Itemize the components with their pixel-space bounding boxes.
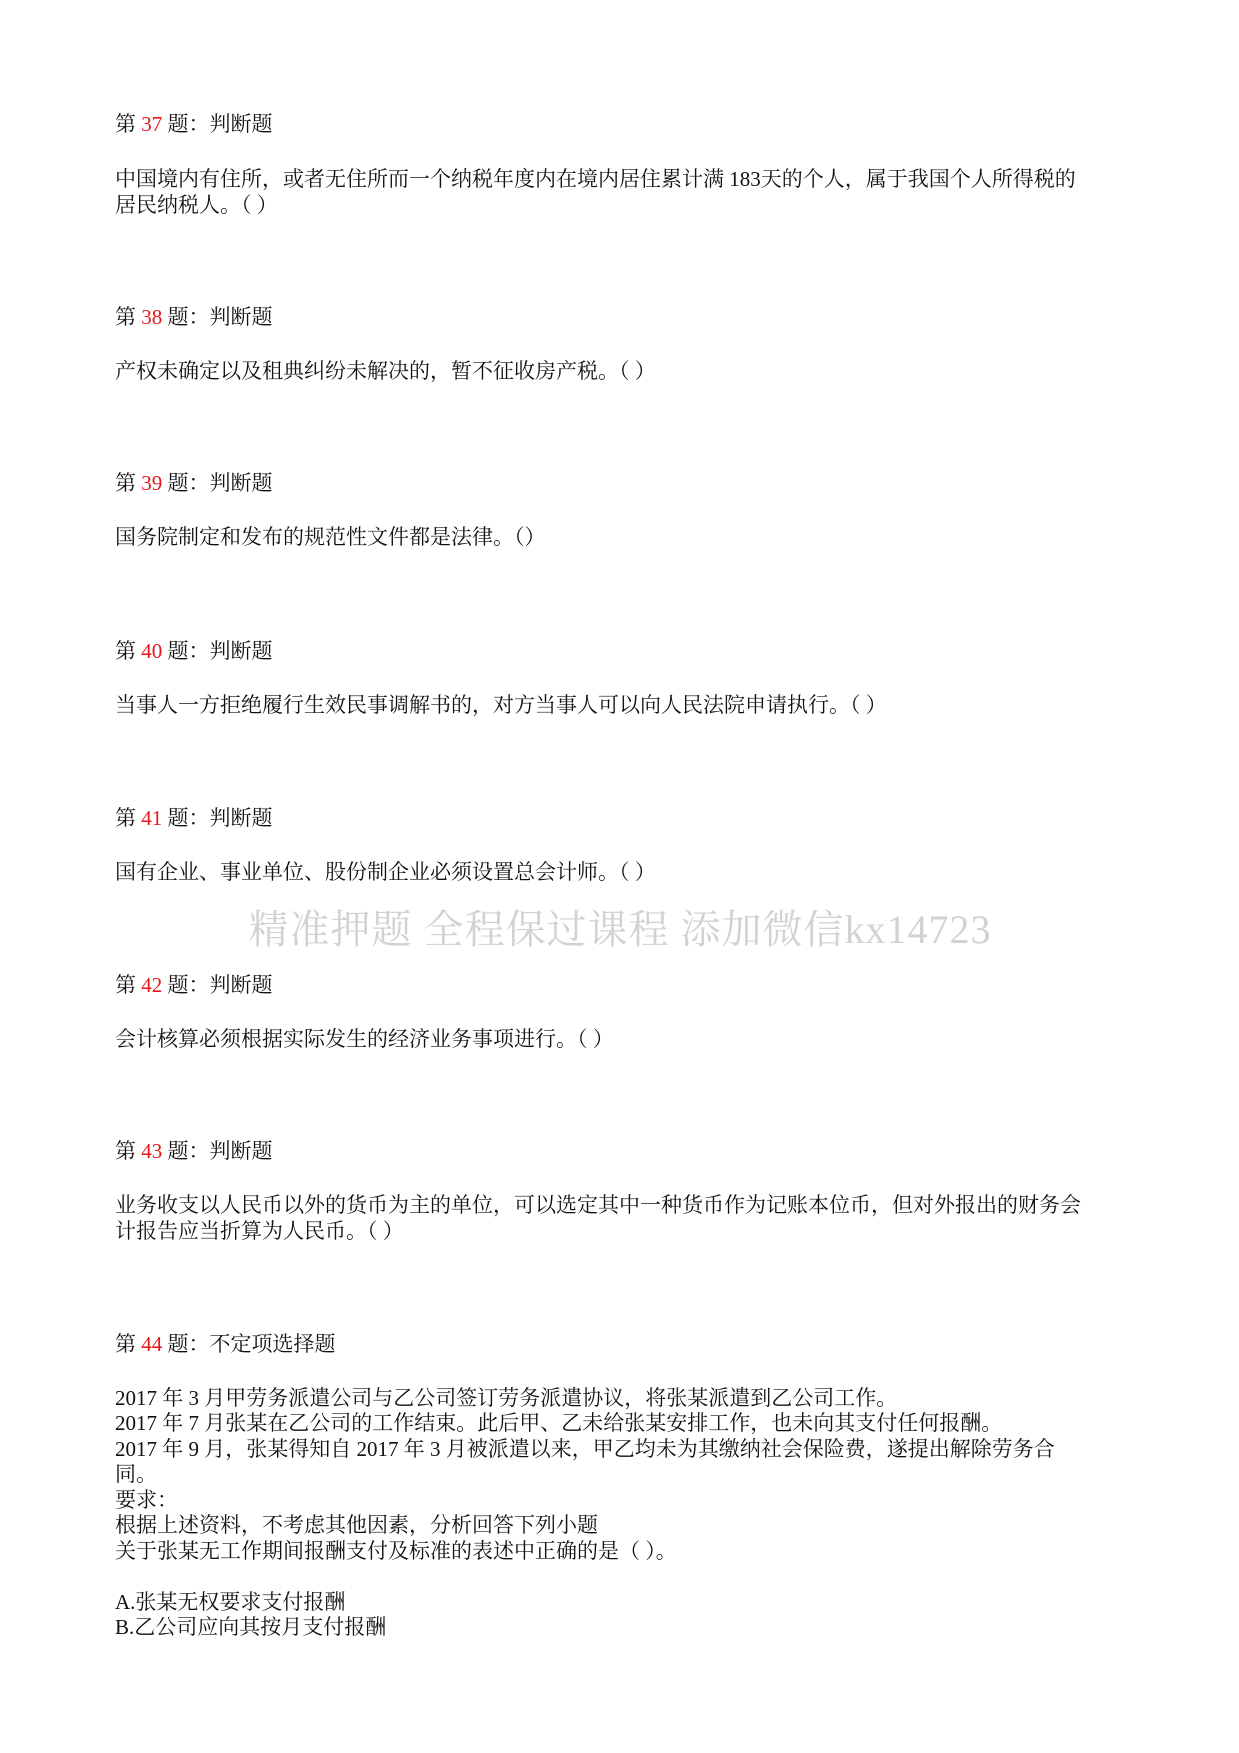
question-text-line: 产权未确定以及租典纠纷未解决的，暂不征收房产税。（ ） <box>115 358 656 383</box>
question-body <box>115 860 656 886</box>
question-text-line: 关于张某无工作期间报酬支付及标准的表述中正确的是（ ）。 <box>115 1538 677 1563</box>
question-text-line: 业务收支以人民币以外的货币为主的单位，可以选定其中一种货币作为记账本位币，但对外报出的财务会 <box>115 1193 1081 1218</box>
question-prefix: 第 <box>115 1331 142 1356</box>
question-type: 判断题 <box>209 972 273 997</box>
question-number: 38 <box>141 304 163 329</box>
question-header <box>115 305 273 331</box>
question-suffix: 题： <box>162 112 210 137</box>
question-prefix: 第 <box>115 304 142 329</box>
question-body <box>115 693 887 719</box>
question-suffix: 题： <box>162 1139 210 1164</box>
answer-option[interactable]: A.张某无权要求支付报酬 <box>115 1589 346 1614</box>
question-header <box>115 1332 336 1358</box>
question-body <box>115 1027 614 1053</box>
question-text-line: 当事人一方拒绝履行生效民事调解书的，对方当事人可以向人民法院申请执行。（ ） <box>115 693 887 718</box>
question-text-line: 国有企业、事业单位、股份制企业必须设置总会计师。（ ） <box>115 859 656 884</box>
question-number: 42 <box>141 972 163 997</box>
question-prefix: 第 <box>115 471 142 496</box>
question-body <box>115 525 546 551</box>
question-text-line: 计报告应当折算为人民币。（ ） <box>115 1218 404 1243</box>
question-text-line: 2017 年 3 月甲劳务派遣公司与乙公司签订劳务派遣协议，将张某派遣到乙公司工作。 <box>115 1385 898 1410</box>
watermark: 精准押题 全程保过课程 添加微信kx14723 <box>248 907 992 952</box>
question-number: 40 <box>141 639 163 664</box>
question-prefix: 第 <box>115 972 142 997</box>
question-header <box>115 806 273 832</box>
question-body <box>115 167 1076 218</box>
question-text-line: 中国境内有住所，或者无住所而一个纳税年度内在境内居住累计满 183天的个人，属于我国个人所得税的 <box>115 167 1076 192</box>
question-number: 43 <box>141 1139 163 1164</box>
question-suffix: 题： <box>162 639 210 664</box>
question-number: 39 <box>141 471 163 496</box>
question-suffix: 题： <box>162 805 210 830</box>
question-type: 判断题 <box>209 639 273 664</box>
question-text-line: 根据上述资料，不考虑其他因素，分析回答下列小题 <box>115 1513 598 1538</box>
question-text-line: 同。 <box>115 1462 157 1487</box>
question-text-line: 要求： <box>115 1487 178 1512</box>
question-text-line: 会计核算必须根据实际发生的经济业务事项进行。（ ） <box>115 1026 614 1051</box>
question-suffix: 题： <box>162 1331 210 1356</box>
question-suffix: 题： <box>162 972 210 997</box>
question-prefix: 第 <box>115 112 142 137</box>
question-type: 不定项选择题 <box>209 1331 336 1356</box>
question-body <box>115 1386 1055 1641</box>
question-text-line: 2017 年 9 月，张某得知自 2017 年 3 月被派遣以来，甲乙均未为其缴纳社会保险费，遂提出解除劳务合 <box>115 1436 1055 1461</box>
question-header <box>115 973 273 999</box>
question-type: 判断题 <box>209 1139 273 1164</box>
question-prefix: 第 <box>115 805 142 830</box>
question-number: 41 <box>141 805 163 830</box>
question-number: 37 <box>141 112 163 137</box>
question-suffix: 题： <box>162 304 210 329</box>
question-header <box>115 112 273 138</box>
answer-option[interactable]: B.乙公司应向其按月支付报酬 <box>115 1615 387 1640</box>
question-header <box>115 471 273 497</box>
question-body <box>115 1193 1081 1244</box>
question-prefix: 第 <box>115 639 142 664</box>
question-text-line: 居民纳税人。（ ） <box>115 192 278 217</box>
question-header <box>115 1139 273 1165</box>
question-number: 44 <box>141 1331 163 1356</box>
question-type: 判断题 <box>209 112 273 137</box>
spacer <box>115 1564 1055 1590</box>
question-prefix: 第 <box>115 1139 142 1164</box>
question-type: 判断题 <box>209 471 273 496</box>
question-body <box>115 359 656 385</box>
question-text-line: 国务院制定和发布的规范性文件都是法律。（） <box>115 525 546 550</box>
question-type: 判断题 <box>209 805 273 830</box>
question-text-line: 2017 年 7 月张某在乙公司的工作结束。此后甲、乙未给张某安排工作，也未向其支付任何报酬。 <box>115 1411 1003 1436</box>
question-type: 判断题 <box>209 304 273 329</box>
question-suffix: 题： <box>162 471 210 496</box>
question-header <box>115 639 273 665</box>
